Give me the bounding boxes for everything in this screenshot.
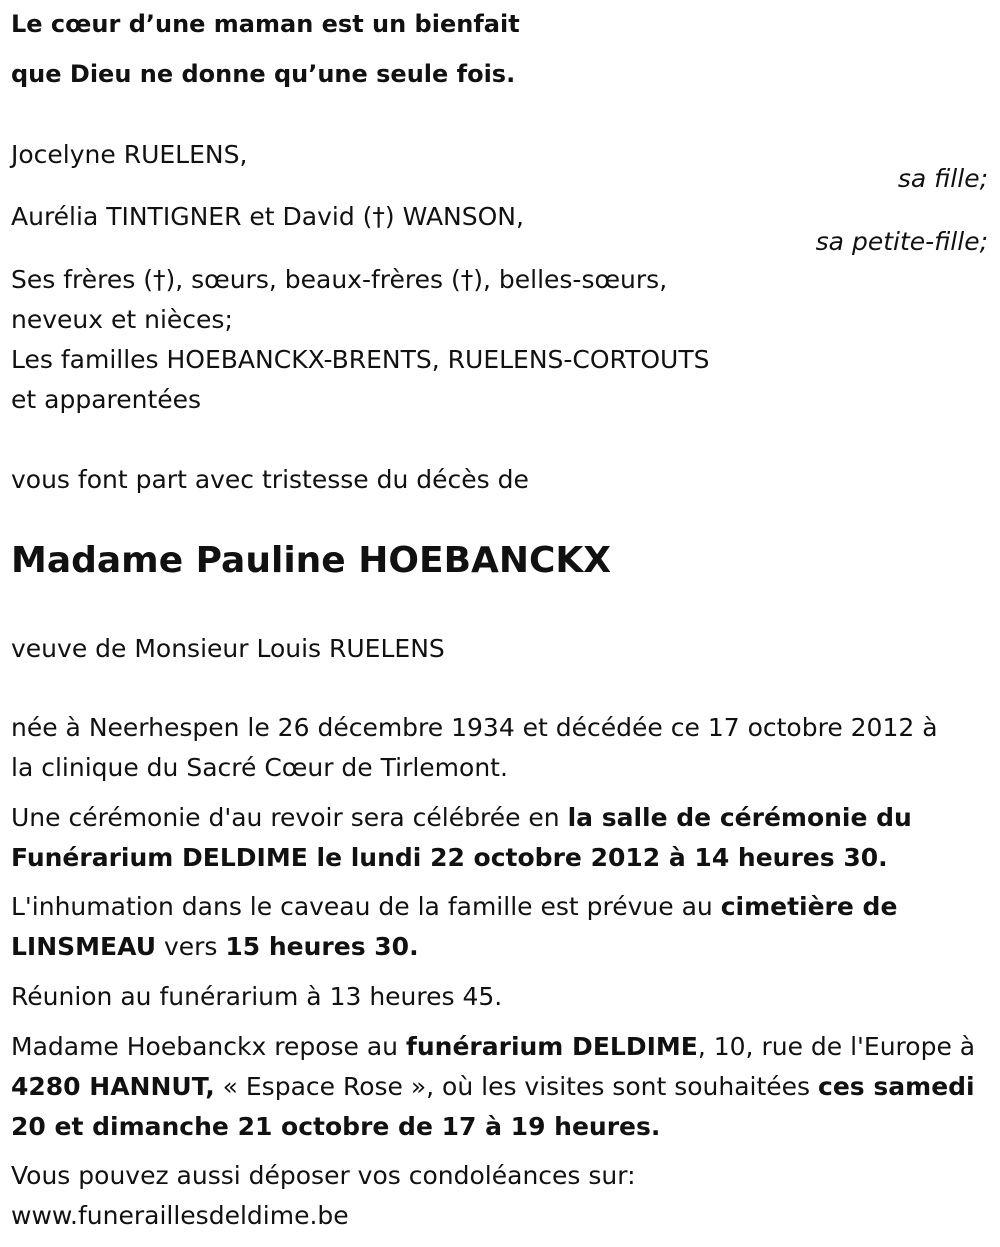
granddaughter-name: Aurélia TINTIGNER et David (†) WANSON, (11, 202, 524, 231)
burial-time: 15 heures 30. (225, 932, 419, 961)
epigraph-line-2: que Dieu ne donne qu’une seule fois. (11, 60, 516, 88)
deceased-name: Madame Pauline HOEBANCKX (11, 540, 612, 581)
burial-cemetery: cimetière de LINSMEAU (11, 892, 898, 961)
daughter-name: Jocelyne RUELENS, (11, 140, 248, 169)
epigraph-line-1: Le cœur d’une maman est un bienfait (11, 10, 520, 38)
reunion: Réunion au funérarium à 13 heures 45. (11, 982, 503, 1011)
condolences-url[interactable]: www.funeraillesdeldime.be (11, 1201, 349, 1230)
families-line-1: Les familles HOEBANCKX-BRENTS, RUELENS-CORTOUTS (11, 345, 710, 374)
siblings-line-1: Ses frères (†), sœurs, beaux-frères (†), belles-sœurs, (11, 265, 668, 294)
ceremony-location-date: la salle de cérémonie du Funérarium DELDIME le lundi 22 octobre 2012 à 14 heures 30. (11, 803, 912, 872)
ceremony-paragraph (11, 798, 986, 878)
families-line-2: et apparentées (11, 385, 202, 414)
condolences-text: Vous pouvez aussi déposer vos condoléances sur: (11, 1161, 636, 1190)
siblings-line-2: neveux et nièces; (11, 305, 233, 334)
birth-death-line-1: née à Neerhespen le 26 décembre 1934 et décédée ce 17 octobre 2012 à (11, 713, 938, 742)
repose-city: 4280 HANNUT, (11, 1072, 215, 1101)
burial-text-2: vers (156, 932, 226, 961)
widow-of: veuve de Monsieur Louis RUELENS (11, 634, 445, 663)
repose-paragraph (11, 1027, 986, 1147)
repose-space: « Espace Rose », où les visites sont souhaitées (214, 1072, 819, 1101)
repose-funerarium: funérarium DELDIME (405, 1032, 698, 1061)
birth-death-line-2: la clinique du Sacré Cœur de Tirlemont. (11, 753, 508, 782)
granddaughter-role: sa petite-fille; (815, 227, 988, 256)
burial-text: L'inhumation dans le caveau de la famille est prévue au (11, 892, 721, 921)
condolences-paragraph (11, 1156, 986, 1236)
announcement: vous font part avec tristesse du décès de (11, 465, 529, 494)
daughter-role: sa fille; (897, 164, 988, 193)
repose-visit-dates: ces samedi 20 et dimanche 21 octobre de 17 à 19 heures. (11, 1072, 975, 1141)
burial-paragraph (11, 887, 986, 967)
repose-address: , 10, rue de l'Europe à (697, 1032, 976, 1061)
repose-text: Madame Hoebanckx repose au (11, 1032, 406, 1061)
ceremony-text: Une cérémonie d'au revoir sera célébrée en (11, 803, 568, 832)
